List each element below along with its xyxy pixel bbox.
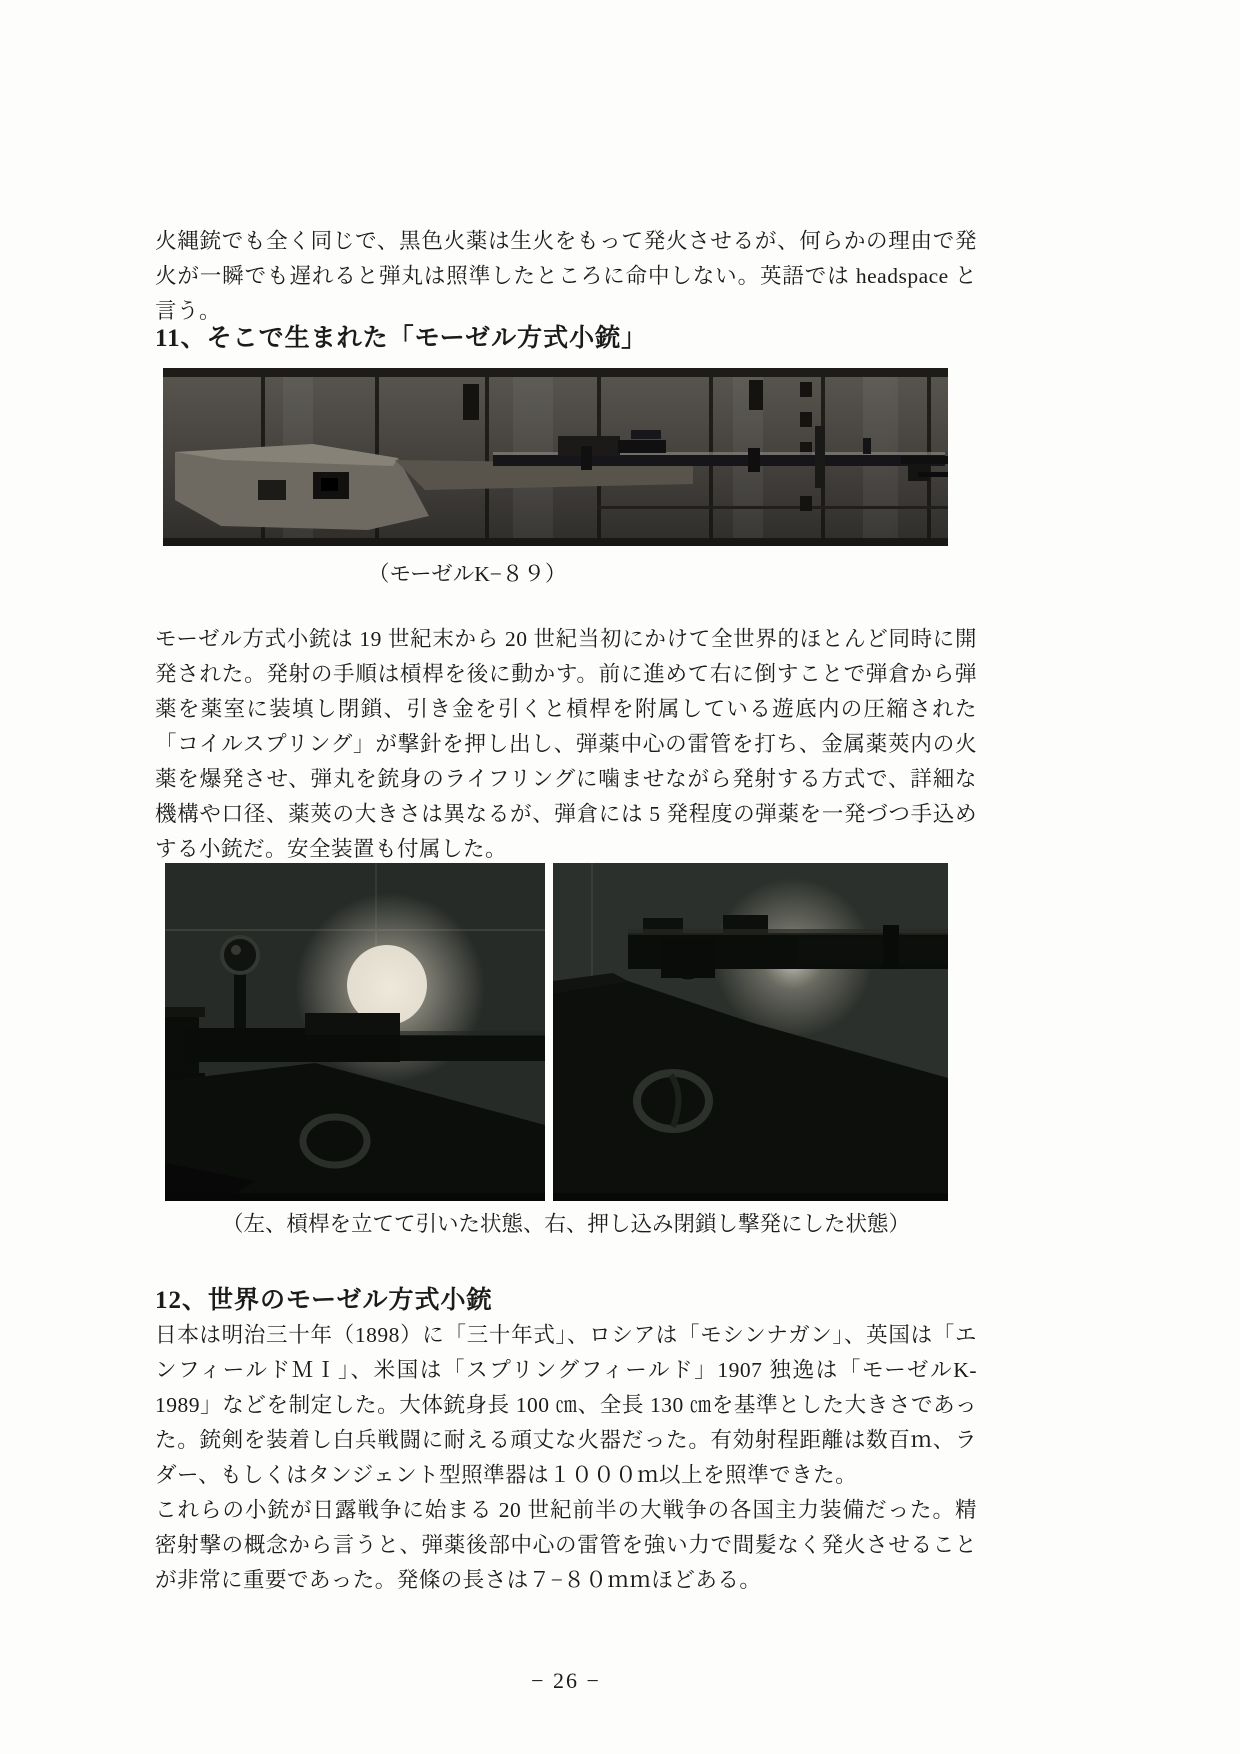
section-12-heading: 12、世界のモーゼル方式小銃	[155, 1287, 493, 1314]
section-11-body	[155, 622, 977, 867]
figure-bolt-open-photo	[165, 863, 545, 1201]
figure-caption-k89: （モーゼルK−８９）	[368, 562, 567, 586]
bolt-closed-graphic	[553, 863, 948, 1201]
section-11-heading: 11、そこで生まれた「モーゼル方式小銃」	[155, 325, 648, 352]
rifle-photo-graphic	[163, 368, 948, 546]
section-12-body-paragraph-1: 日本は明治三十年（1898）に「三十年式」、ロシアは「モシンナガン」、英国は「エンフィールドＭＩ」、米国は「スプリングフィールド」1907 独逸は「モーゼルK-1989」などを制定した。大体銃身長 100 ㎝、全長 130 ㎝を基準とした大きさであった。銃剣を装着し白兵戦闘に耐える頑丈な火器だった。有効射程距離は数百ｍ、ラダー、もしくはタンジェント型照準器は１０００ｍ以上を照準できた。	[155, 1323, 977, 1487]
section-12-body	[155, 1318, 977, 1598]
tile-seam-v1	[591, 863, 593, 993]
figure-caption-bolt-states: （左、槓桿を立てて引いた状態、右、押し込み閉鎖し撃発にした状態）	[222, 1212, 911, 1236]
intro-paragraph-text: 火縄銃でも全く同じで、黒色火薬は生火をもって発火させるが、何らかの理由で発火が一瞬でも遅れると弾丸は照準したところに命中しない。英語では headspace と言う。	[155, 229, 977, 323]
photo-bottom-edge	[165, 1193, 545, 1201]
section-12-body-paragraph-2: これらの小銃が日露戦争に始まる 20 世紀前半の大戦争の各国主力装備だった。精密射撃の概念から言うと、弾薬後部中心の雷管を強い力で間髪なく発火させることが非常に重要であった。発條の長さは７−８０ｍｍほどある。	[155, 1498, 977, 1592]
figure-mauser-k89-photo	[163, 368, 948, 546]
photo-bottom-edge-right	[553, 1193, 948, 1201]
intro-paragraph	[155, 224, 977, 329]
page-number: − 26 −	[531, 1668, 601, 1693]
section-11-body-text: モーゼル方式小銃は 19 世紀末から 20 世紀当初にかけて全世界的ほとんど同時に開発された。発射の手順は槓桿を後に動かす。前に進めて右に倒すことで弾倉から弾薬を薬室に装填し閉鎖、引き金を引くと槓桿を附属している遊底内の圧縮された「コイルスプリング」が撃針を押し出し、弾薬中心の雷管を打ち、金属薬莢内の火薬を爆発させ、弾丸を銃身のライフリングに噛ませながら発射する方式で、詳細な機構や口径、薬莢の大きさは異なるが、弾倉には 5 発程度の弾薬を一発づつ手込めする小銃だ。安全装置も付属した。	[155, 627, 977, 861]
top-shadow-band	[163, 368, 948, 377]
bolt-open-graphic	[165, 863, 545, 1201]
horizontal-seam	[597, 506, 948, 509]
figure-bolt-closed-photo	[553, 863, 948, 1201]
bottom-shadow-band	[163, 538, 948, 546]
